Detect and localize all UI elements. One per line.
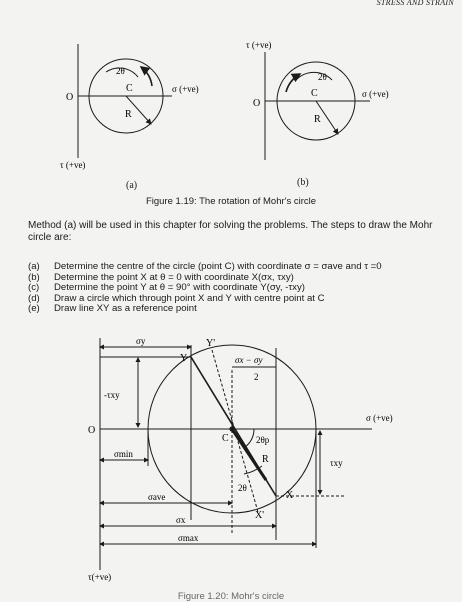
point-y-prime-label: Y'	[206, 338, 216, 349]
radius-label-main: R	[262, 454, 269, 465]
dim-sigma-y-label: σy	[136, 336, 146, 346]
mohr-circle-panel-a	[78, 44, 172, 158]
angle-2theta-label: 2θ	[238, 483, 247, 493]
dim-sigma-max-label: σmax	[178, 533, 199, 543]
dim-tau-xy-label: τxy	[330, 458, 343, 468]
mohr-circle-panel-b	[265, 52, 370, 160]
panel-b-label: (b)	[297, 177, 309, 188]
origin-label-b: O	[253, 98, 261, 109]
rotation-arrow-a	[141, 67, 152, 86]
step-marker: (e)	[28, 303, 40, 315]
dim-neg-tau-xy-label: -τxy	[104, 390, 120, 400]
dim-sigma-min-label: σmin	[114, 449, 133, 459]
origin-label-main: O	[88, 425, 96, 436]
point-y-label: Y	[180, 353, 188, 364]
step-marker: (d)	[28, 292, 40, 304]
step-marker: (b)	[28, 271, 40, 283]
step-text: Draw a circle which through point X and Y with centre point at C	[54, 292, 325, 304]
step-item	[28, 304, 448, 315]
step-marker: (c)	[28, 282, 40, 294]
center-label-main: C	[222, 433, 229, 444]
step-text: Determine the point X at θ = 0 with coordinate X(σx, τxy)	[54, 271, 294, 283]
dim-sigma-x-label: σx	[176, 515, 186, 525]
rotation-arrow-b	[286, 74, 300, 92]
running-header: STRESS AND STRAIN	[376, 0, 454, 7]
dim-sigma-ave-label: σave	[148, 492, 166, 502]
panel-a-label: (a)	[126, 180, 138, 191]
figure-119-caption: Figure 1.19: The rotation of Mohr's circle	[145, 196, 317, 207]
point-x-prime-label: X'	[255, 510, 265, 521]
center-label-b: C	[311, 88, 318, 99]
step-marker: (a)	[28, 261, 40, 272]
step-item	[28, 262, 448, 273]
angle-label-b: 2θ	[318, 72, 327, 82]
radius-label-b: R	[314, 114, 321, 125]
sigma-axis-label-b: σ (+ve)	[362, 89, 389, 99]
arc-2theta-p	[245, 429, 254, 447]
angle-2theta-p-label: 2θp	[256, 435, 270, 445]
half-diff-numerator: σx − σy	[235, 355, 263, 365]
center-label-a: C	[126, 83, 133, 94]
radius-label-a: R	[125, 109, 132, 120]
half-diff-denominator: 2	[254, 372, 259, 382]
steps-list	[28, 262, 448, 315]
angle-label-a: 2θ	[116, 66, 125, 76]
step-text: Determine the centre of the circle (point C) with coordinate σ = σave and τ =0	[54, 261, 382, 272]
tau-axis-label-a: τ (+ve)	[60, 160, 86, 170]
step-text: Draw line XY as a reference point	[54, 303, 197, 315]
step-text: Determine the point Y at θ = 90° with coordinate Y(σy, -τxy)	[54, 282, 305, 294]
method-paragraph: Method (a) will be used in this chapter for solving the problems. The steps to draw the Mohr circle are:	[28, 220, 433, 243]
point-x-label: X	[286, 490, 294, 501]
tau-axis-label-main: τ(+ve)	[88, 572, 112, 582]
figure-120-caption: Figure 1.20: Mohr's circle	[177, 591, 285, 602]
origin-label-a: O	[66, 92, 74, 103]
tau-axis-label-b: τ (+ve)	[246, 40, 272, 50]
mohr-circle-main	[100, 338, 372, 570]
sigma-axis-label-main: σ (+ve)	[366, 413, 393, 423]
sigma-axis-label-a: σ (+ve)	[172, 84, 199, 94]
center-dot-main	[229, 426, 234, 431]
